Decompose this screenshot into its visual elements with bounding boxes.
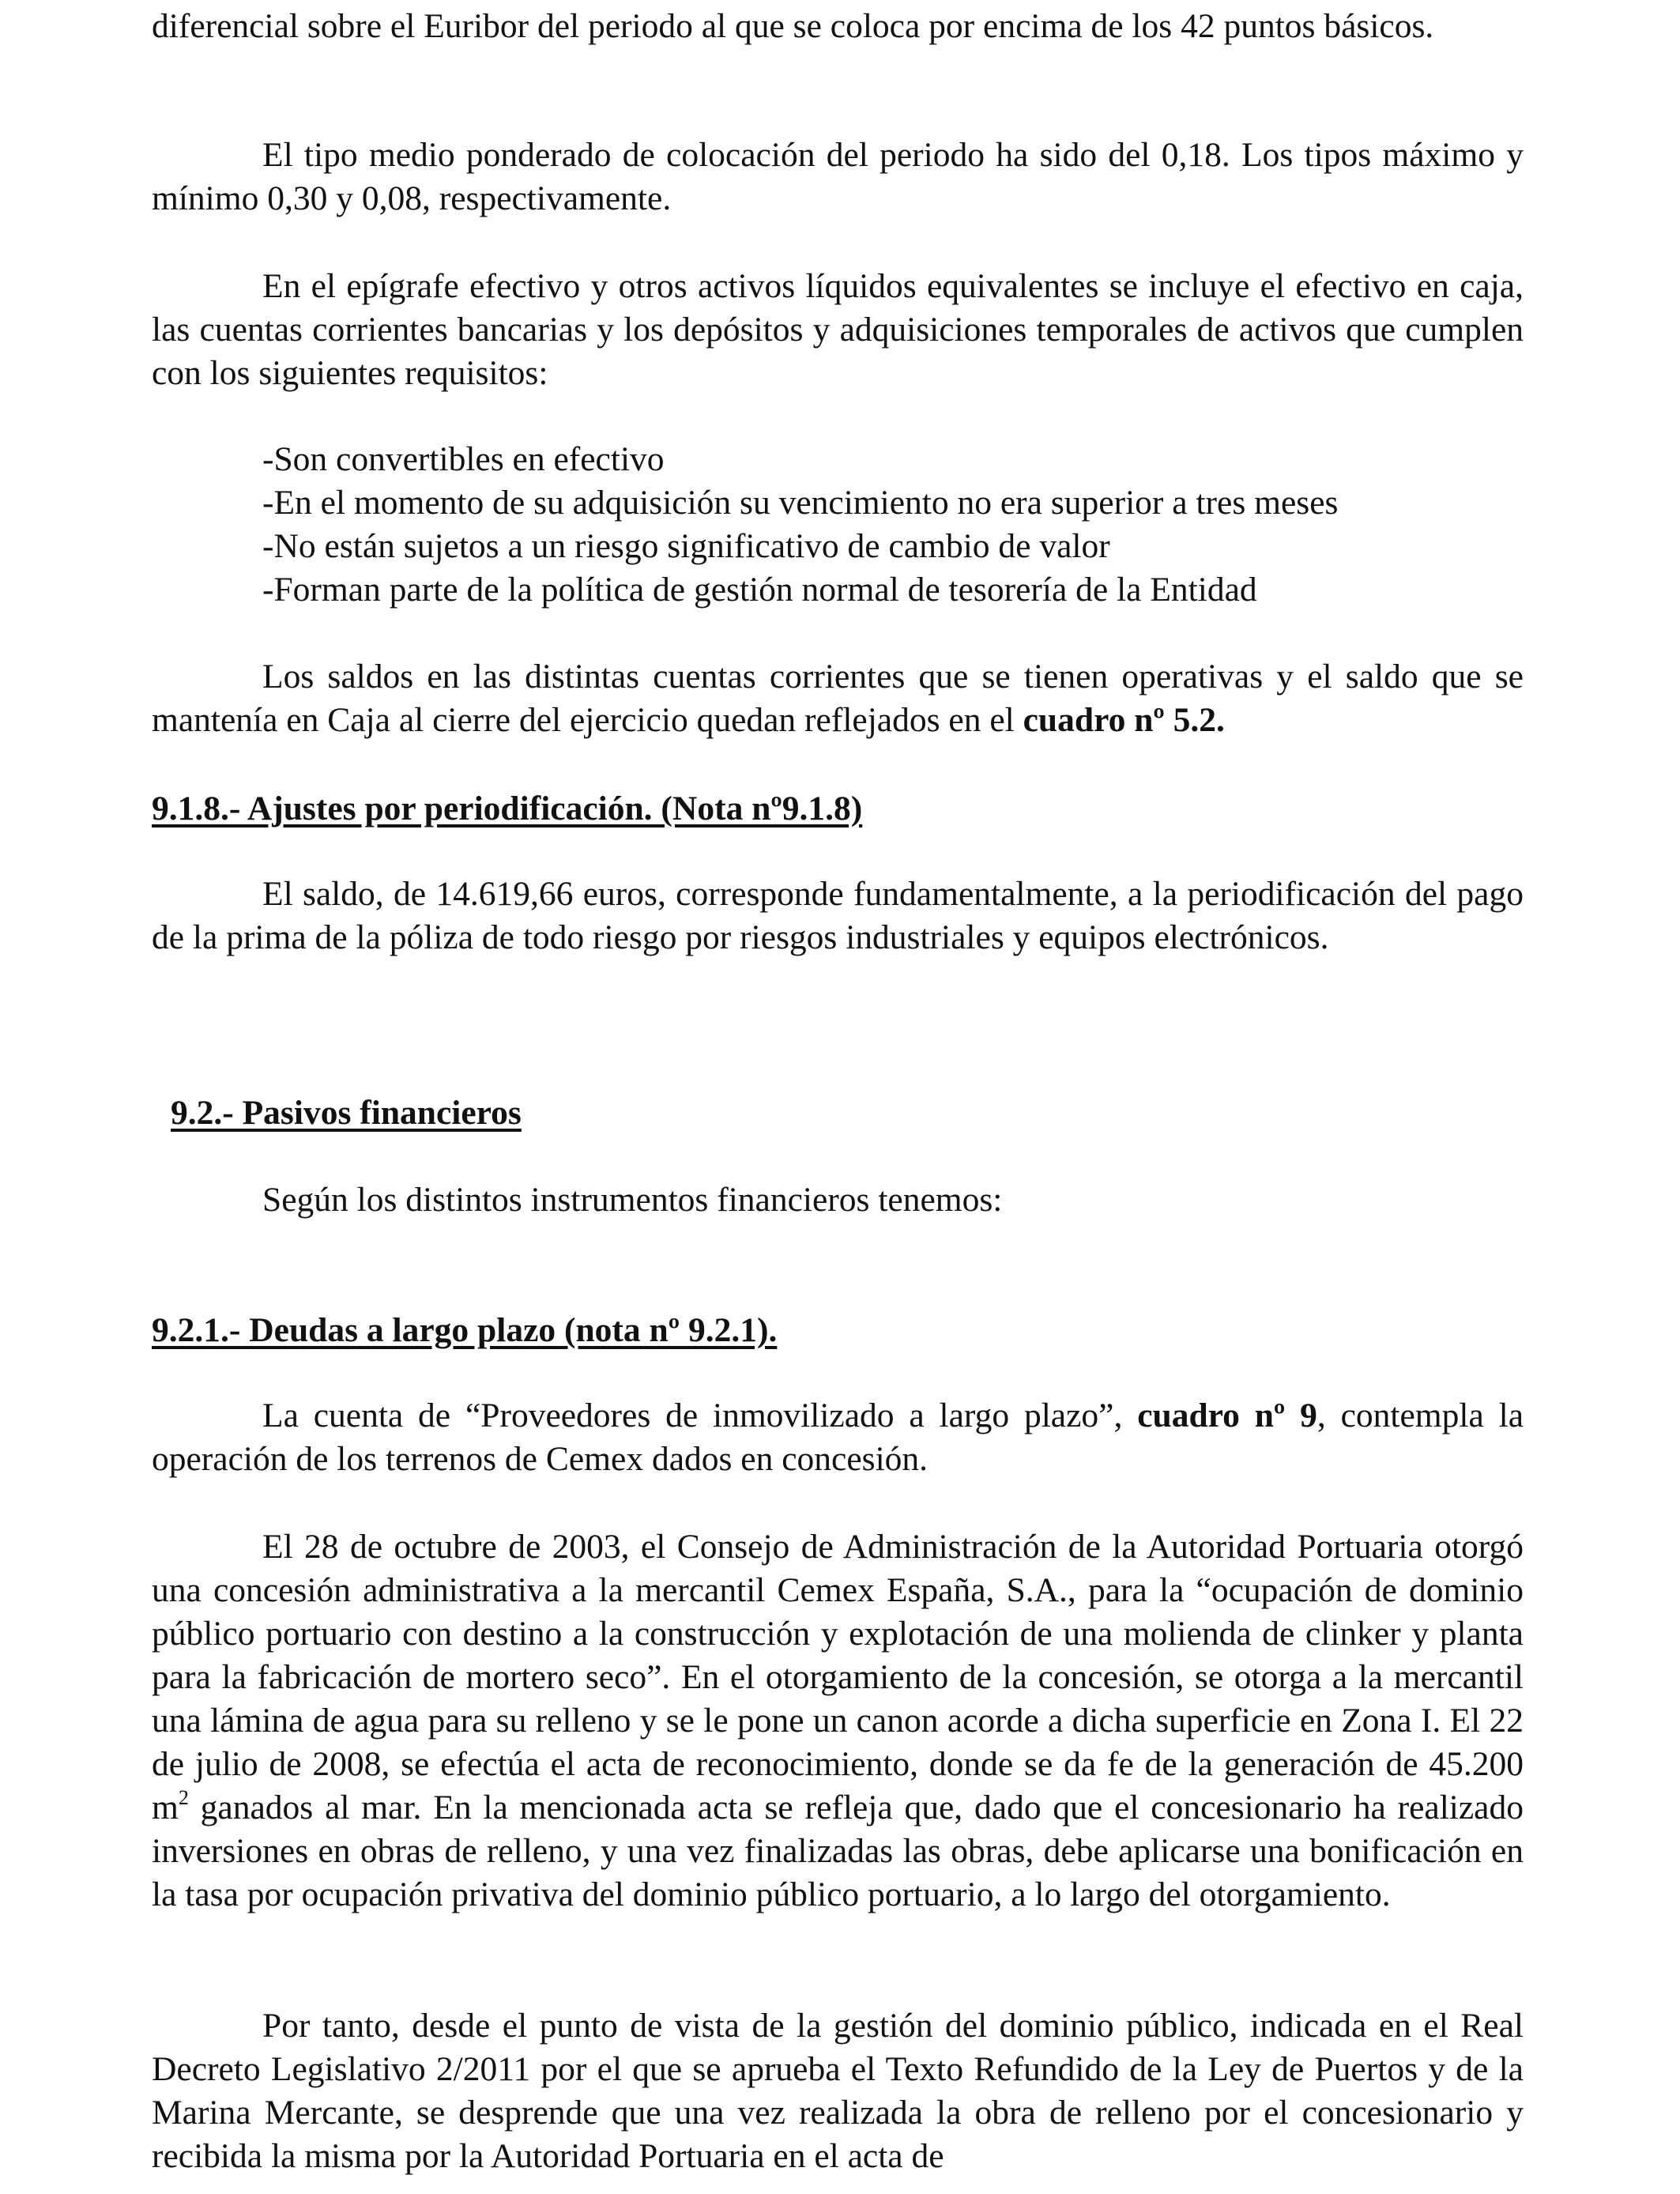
paragraph-efectivo: En el epígrafe efectivo y otros activos líquidos equivalentes se incluye el efectivo en caja, las cuentas corrientes bancarias y los depósitos y adquisiciones temporales de activos que cumplen con los siguientes requisitos: <box>152 267 1524 392</box>
paragraph-por-tanto: Por tanto, desde el punto de vista de la gestión del dominio público, indicada en el Real Decreto Legislativo 2/2011 por el que se aprueba el Texto Refundido de la Ley de Puertos y de la Marina Mercante, se desprende que una vez realizada la obra de relleno por el concesionario y recibida la misma por la Autoridad Portuaria en el acta de <box>152 2007 1524 2175</box>
list-item: -Forman parte de la política de gestión normal de tesorería de la Entidad <box>262 571 1257 609</box>
section-heading-9-2: 9.2.- Pasivos financieros <box>171 1094 522 1132</box>
paragraph-proveedores-text-end: , contempla la operación de los terrenos de Cemex dados en concesión. <box>152 1397 1524 1478</box>
list-item: -No están sujetos a un riesgo significativo de cambio de valor <box>262 527 1110 565</box>
paragraph-proveedores <box>152 1394 1524 1481</box>
list-item: -Son convertibles en efectivo <box>262 440 665 478</box>
cuadro-reference: cuadro nº 9 <box>1137 1397 1317 1434</box>
section-heading-9-1-8: 9.1.8.- Ajustes por periodificación. (Nota nº9.1.8) <box>152 790 863 827</box>
paragraph-euribor: diferencial sobre el Euribor del periodo al que se coloca por encima de los 42 puntos básicos. <box>152 7 1434 45</box>
paragraph-proveedores-text: La cuenta de “Proveedores de inmovilizado a largo plazo”, <box>262 1397 1123 1434</box>
section-heading-9-2-1: 9.2.1.- Deudas a largo plazo (nota nº 9.2.1). <box>152 1311 778 1349</box>
paragraph-periodificacion: El saldo, de 14.619,66 euros, corresponde fundamentalmente, a la periodificación del pago de la prima de la póliza de todo riesgo por riesgos industriales y equipos electrónicos. <box>152 875 1524 956</box>
paragraph-saldos-text: Los saldos en las distintas cuentas corrientes que se tienen operativas y el saldo que se mantenía en Caja al cierre del ejercicio quedan reflejados en el <box>152 658 1524 739</box>
paragraph-instrumentos: Según los distintos instrumentos financieros tenemos: <box>262 1181 1003 1219</box>
requirements-list <box>262 438 1524 612</box>
list-item: -En el momento de su adquisición su vencimiento no era superior a tres meses <box>262 484 1339 522</box>
paragraph-saldos <box>152 655 1524 742</box>
cuadro-reference: cuadro nº 5.2. <box>1023 701 1225 739</box>
paragraph-concesion-text-end: ganados al mar. En la mencionada acta se refleja que, dado que el concesionario ha realizado inversiones en obras de relleno, y una vez finalizadas las obras, debe aplicarse una bonificación en la tasa por ocupación privativa del dominio público portuario, a lo largo del otorgamiento. <box>152 1789 1524 1913</box>
paragraph-tipo-medio: El tipo medio ponderado de colocación del periodo ha sido del 0,18. Los tipos máximo y mínimo 0,30 y 0,08, respectivamente. <box>152 136 1524 217</box>
superscript: 2 <box>178 1786 189 1809</box>
paragraph-concesion-text: El 28 de octubre de 2003, el Consejo de Administración de la Autoridad Portuaria otorgó una concesión administrativa a la mercantil Cemex España, S.A., para la “ocupación de dominio público portuario con destino a la construcción y explotación de una molienda de clinker y planta para la fabricación de mortero seco”. En el otorgamiento de la concesión, se otorga a la mercantil una lámina de agua para su relleno y se le pone un canon acorde a dicha superficie en Zona I. El 22 de julio de 2008, se efectúa el acta de reconocimiento, donde se da fe de la generación de 45.200 m <box>152 1528 1524 1826</box>
paragraph-concesion <box>152 1525 1524 1917</box>
